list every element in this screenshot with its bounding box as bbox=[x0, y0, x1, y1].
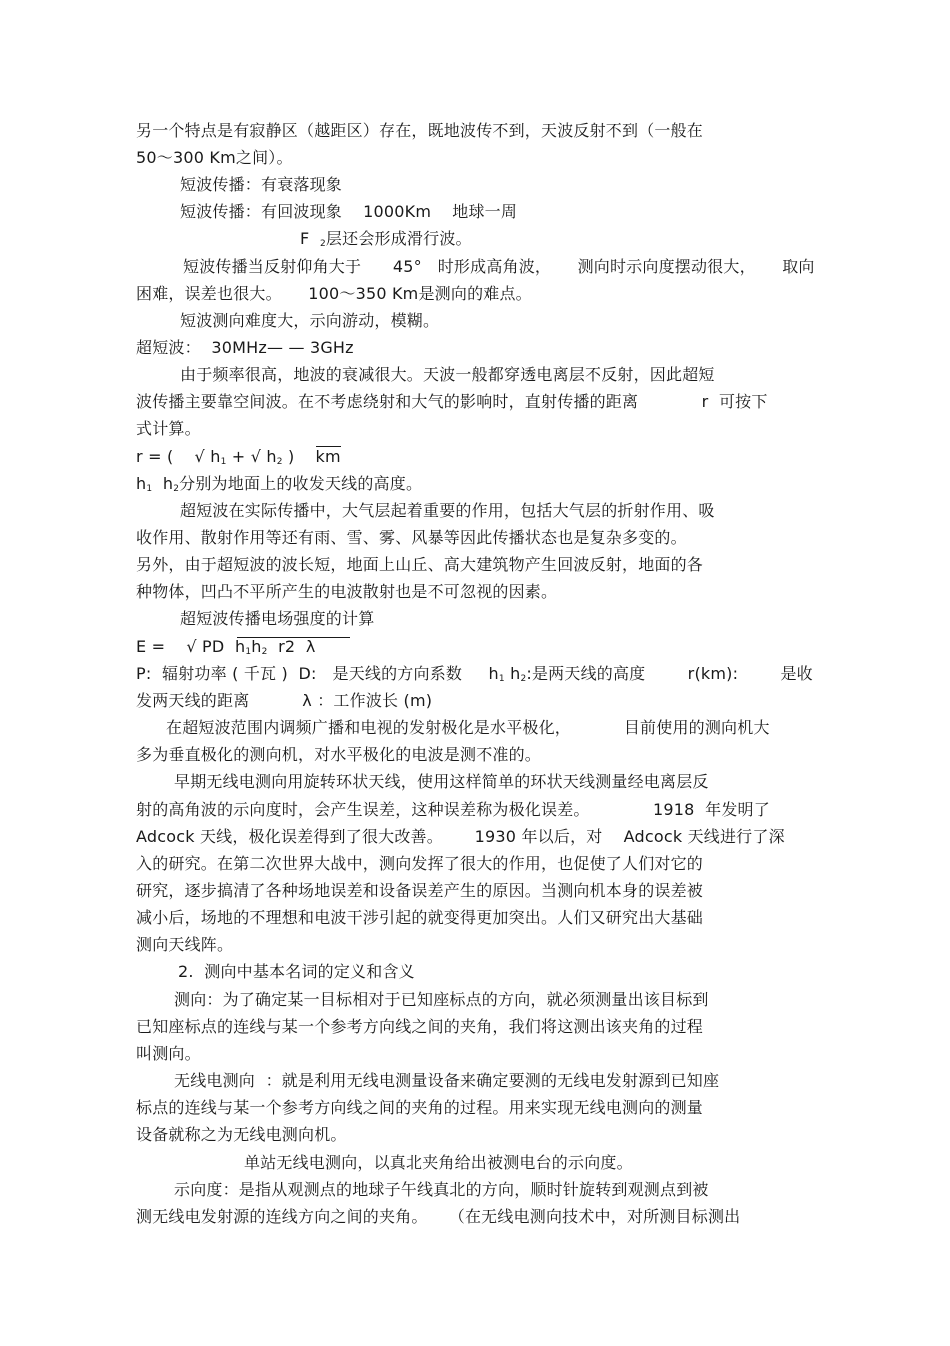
text-line: 波传播主要靠空间波。在不考虑绕射和大气的影响时，直射传播的距离 r 可按下 bbox=[136, 392, 768, 411]
text-line: 测向天线阵。 bbox=[136, 935, 234, 954]
text-line: 短波传播：有衰落现象 bbox=[180, 175, 343, 194]
text-line: 多为垂直极化的测向机，对水平极化的电波是测不准的。 bbox=[136, 745, 542, 764]
text-line: 发两天线的距离 λ ：工作波长 (m) bbox=[136, 691, 433, 710]
p-definition: P: 辐射功率 ( 千瓦 ) D: 是天线的方向系数 $h_1$ $h_2$:是两天线的高度 r(km): 是收 bbox=[136, 664, 813, 684]
text-line: 在超短波范围内调频广播和电视的发射极化是水平极化， 目前使用的测向机大 bbox=[166, 718, 770, 737]
text-line: Adcock 天线，极化误差得到了很大改善。 1930 年以后，对 Adcock 天线进行了深 bbox=[136, 827, 785, 846]
text-line: 设备就称之为无线电测向机。 bbox=[136, 1125, 347, 1144]
text-line: 式计算。 bbox=[136, 419, 201, 438]
text-line: 短波传播当反射仰角大于 45° 时形成高角波， 测向时示向度摆动很大， 取向 bbox=[183, 257, 815, 276]
text-line: 射的高角波的示向度时，会产生误差，这种误差称为极化误差。 1918 年发明了 bbox=[136, 800, 770, 819]
formula-e: E = √ PD $h_1h_2$ r2 λ bbox=[136, 637, 316, 657]
fraction-bar bbox=[237, 637, 350, 638]
text-line: 已知座标点的连线与某一个参考方向线之间的夹角，我们将这测出该夹角的过程 bbox=[136, 1017, 704, 1036]
text-line: 测向：为了确定某一目标相对于已知座标点的方向，就必须测量出该目标到 bbox=[174, 990, 709, 1009]
text-line: 由于频率很高，地波的衰减很大。天波一般都穿透电离层不反射，因此超短 bbox=[180, 365, 715, 384]
text-line: 减小后，场地的不理想和电波干涉引起的就变得更加突出。人们又研究出大基础 bbox=[136, 908, 704, 927]
text-line: 测无线电发射源的连线方向之间的夹角。 （在无线电测向技术中，对所测目标测出 bbox=[136, 1207, 741, 1226]
text-line: 超短波传播电场强度的计算 bbox=[180, 609, 375, 628]
text-line: 叫测向。 bbox=[136, 1044, 201, 1063]
text-line: 50～300 Km之间）。 bbox=[136, 148, 293, 167]
text-line: 另一个特点是有寂静区（越距区）存在，既地波传不到，天波反射不到（一般在 bbox=[136, 121, 704, 140]
text-line: 超短波在实际传播中，大气层起着重要的作用，包括大气层的折射作用、吸 bbox=[180, 501, 715, 520]
text-line: 困难，误差也很大。 100～350 Km是测向的难点。 bbox=[136, 284, 532, 303]
text-line: 另外，由于超短波的波长短，地面上山丘、高大建筑物产生回波反射，地面的各 bbox=[136, 555, 704, 574]
text-line: 无线电测向 ：就是利用无线电测量设备来确定要测的无线电发射源到已知座 bbox=[174, 1071, 720, 1090]
text-line: 短波传播：有回波现象 1000Km 地球一周 bbox=[180, 202, 518, 221]
f2-subscript: 2 bbox=[319, 239, 326, 249]
text-line: 短波测向难度大，示向游动，模糊。 bbox=[180, 311, 440, 330]
text-line: 标点的连线与某一个参考方向线之间的夹角的过程。用来实现无线电测向的测量 bbox=[136, 1098, 704, 1117]
h-definition: $h_1$ $h_2$分别为地面上的收发天线的高度。 bbox=[136, 474, 423, 494]
text-line: 入的研究。在第二次世界大战中，测向发挥了很大的作用，也促使了人们对它的 bbox=[136, 854, 704, 873]
text-line: 超短波： 30MHz— — 3GHz bbox=[136, 338, 354, 357]
f2-letter: F bbox=[300, 229, 310, 248]
text-line: 研究，逐步搞清了各种场地误差和设备误差产生的原因。当测向机本身的误差被 bbox=[136, 881, 704, 900]
text-line: 单站无线电测向，以真北夹角给出被测电台的示向度。 bbox=[244, 1153, 633, 1172]
text-line: 早期无线电测向用旋转环状天线，使用这样简单的环状天线测量经电离层反 bbox=[174, 772, 709, 791]
text-line: 种物体，凹凸不平所产生的电波散射也是不可忽视的因素。 bbox=[136, 582, 558, 601]
formula-r: r = ( √ $h_1$ + √ $h_2$ ) km bbox=[136, 447, 341, 467]
text-line: 示向度：是指从观测点的地球子午线真北的方向，顺时针旋转到观测点到被 bbox=[174, 1180, 709, 1199]
f2-layer-line bbox=[300, 229, 472, 249]
text-line: 收作用、散射作用等还有雨、雪、雾、风暴等因此传播状态也是复杂多变的。 bbox=[136, 528, 687, 547]
section-heading: 2. 测向中基本名词的定义和含义 bbox=[178, 962, 415, 981]
f2-text: 层还会形成滑行波。 bbox=[325, 229, 472, 248]
